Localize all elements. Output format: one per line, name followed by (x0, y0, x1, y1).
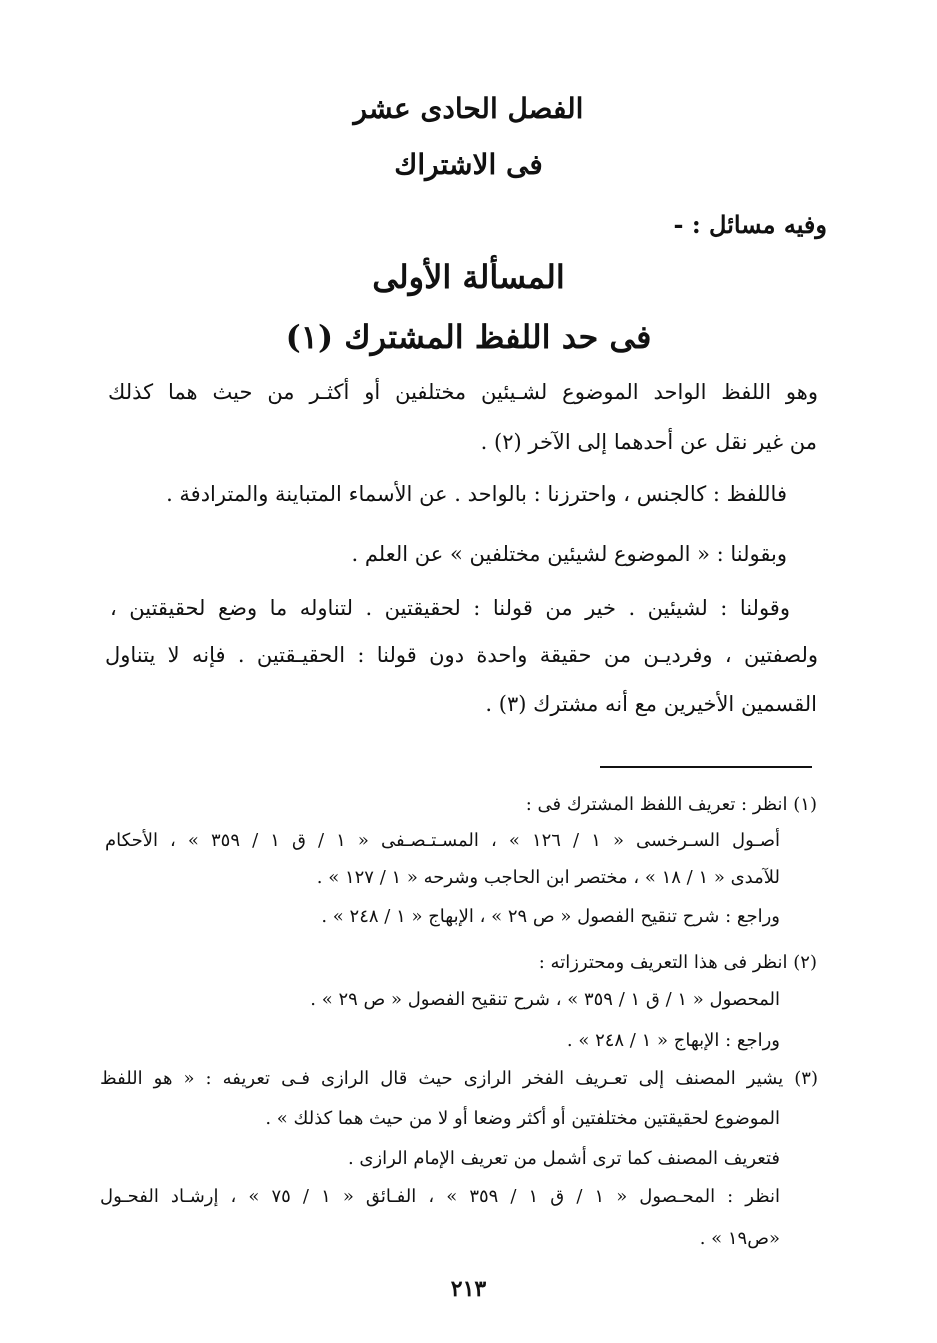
footnote-1-line-1: (١) انظر : تعريف اللفظ المشترك فى : (525, 794, 817, 815)
footnote-3-line-5: «ص١٩ » . (699, 1228, 780, 1249)
page-number: ٢١٣ (450, 1276, 487, 1302)
footnote-3-line-2: الموضوع لحقيقتين مختلفتين أو أكثر وضعا أو لا من حيث هما كذلك » . (265, 1108, 780, 1129)
body-paragraph-4-line-1: وقولنا : لشيئين . خير من قولنا : لحقيقتين . لتناوله ما وضع لحقيقتين ، (110, 596, 790, 620)
body-paragraph-1-line-1: وهو اللفظ الواحد الموضوع لشـيئين مختلفين أو أكثـر من حيث هما كذلك (108, 380, 818, 404)
footnote-2-line-2: المحصول « ١ / ق ١ / ٣٥٩ » ، شرح تنقيح الفصول « ص ٢٩ » . (310, 989, 780, 1010)
issue-title: المسألة الأولى (372, 258, 565, 296)
footnote-separator (600, 766, 812, 768)
body-paragraph-4-line-2: ولصفتين ، وفرديـن من حقيقة واحدة دون قولنا : الحقيـقتين . فإنه لا يتناول (105, 643, 818, 667)
body-paragraph-3: وبقولنا : « الموضوع لشيئين مختلفين » عن العلم . (351, 542, 787, 566)
issue-subtitle: فى حد اللفظ المشترك (١) (285, 318, 652, 356)
body-paragraph-4-line-3: القسمين الأخيرين مع أنه مشترك (٣) . (485, 692, 817, 716)
body-paragraph-1-line-2: من غير نقل عن أحدهما إلى الآخر (٢) . (480, 430, 817, 454)
footnote-1-line-3: للآمدى « ١ / ١٨ » ، مختصر ابن الحاجب وشرحه « ١ / ١٢٧ » . (316, 867, 780, 888)
intro-line: وفيه مسائل : - (673, 210, 827, 239)
footnote-3-line-3: فتعريف المصنف كما ترى أشمل من تعريف الإمام الرازى . (347, 1148, 780, 1169)
body-paragraph-2: فاللفظ : كالجنس ، واحترزنا : بالواحد . عن الأسماء المتباينة والمترادفة . (166, 482, 787, 506)
footnote-1-line-2: أصـول السـرخسى « ١ / ١٢٦ » ، المسـتـصـفى « ١ / ق ١ / ٣٥٩ » ، الأحكام (105, 830, 780, 851)
chapter-subtitle: فى الاشتراك (394, 148, 543, 181)
footnote-2-line-3: وراجع : الإبهاج « ١ / ٢٤٨ » . (566, 1030, 780, 1051)
footnote-2-line-1: (٢) انظر فى هذا التعريف ومحترزاته : (538, 952, 817, 973)
footnote-3-line-4: انظر : المحـصول « ١ / ق ١ / ٣٥٩ » ، الفـائق « ١ / ٧٥ » ، إرشـاد الفحـول (100, 1186, 780, 1207)
footnote-3-line-1: (٣) يشير المصنف إلى تعـريف الفخر الرازى حيث قال الرازى فـى تعريفه : « هو اللفظ (100, 1068, 818, 1089)
footnote-1-line-4: وراجع : شرح تنقيح الفصول « ص ٢٩ » ، الإبهاج « ١ / ٢٤٨ » . (321, 906, 780, 927)
chapter-title: الفصل الحادى عشر (353, 92, 584, 125)
